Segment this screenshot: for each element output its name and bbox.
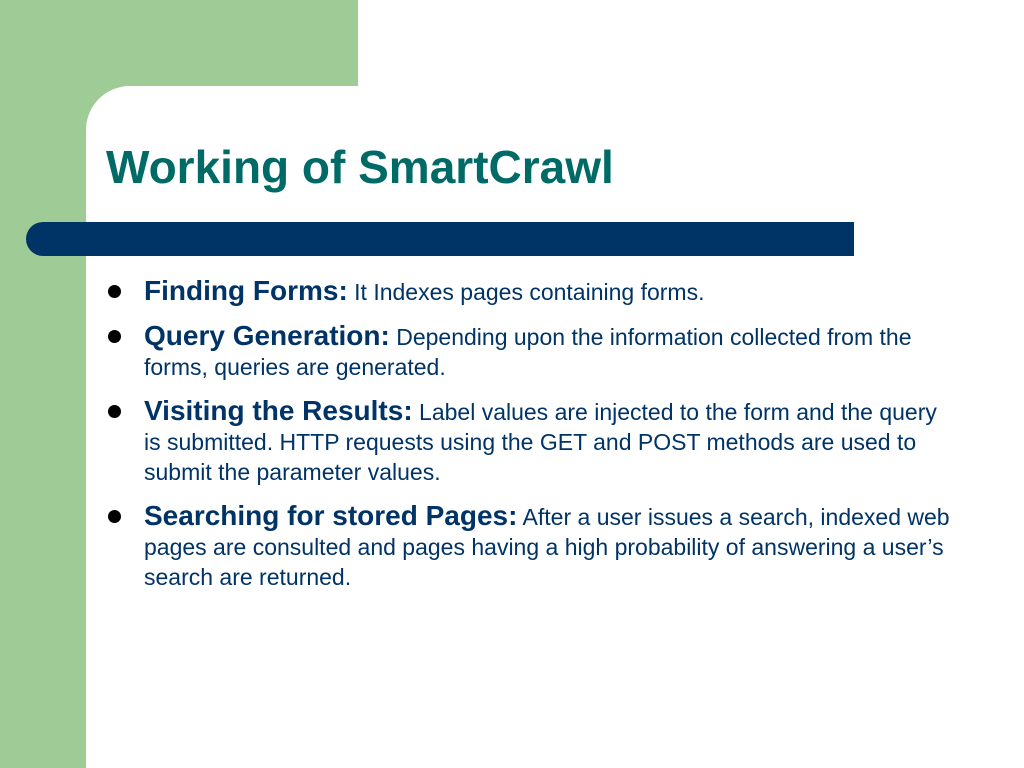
bullet-text: After a user issues a search, indexed web pages are consulted and pages having a high probability of answering a user’s search are returned. [144, 504, 950, 590]
bullet-term: Visiting the Results: [144, 395, 413, 426]
bullet-item [104, 276, 954, 307]
bullet-item [104, 396, 954, 487]
slide-title: Working of SmartCrawl [106, 141, 614, 193]
bullet-term: Query Generation: [144, 320, 390, 351]
bullet-dot-icon [108, 330, 121, 343]
bullet-dot-icon [108, 285, 121, 298]
bullet-dot-icon [108, 510, 121, 523]
bullet-item [104, 321, 954, 382]
bullet-term: Searching for stored Pages: [144, 500, 518, 531]
bullet-separator: : [338, 275, 348, 306]
bullet-text: Depending upon the information collected from the forms, queries are generated. [144, 324, 912, 380]
bullet-text: It Indexes pages containing forms. [347, 279, 705, 305]
bullet-item [104, 501, 954, 592]
title-underline-bar [26, 222, 854, 256]
bullet-list [104, 276, 954, 606]
bullet-dot-icon [108, 405, 121, 418]
bullet-term: Finding Forms [144, 275, 339, 306]
bullet-text: Label values are injected to the form and the query is submitted. HTTP requests using the GET and POST methods are used to submit the parameter values. [144, 399, 937, 485]
